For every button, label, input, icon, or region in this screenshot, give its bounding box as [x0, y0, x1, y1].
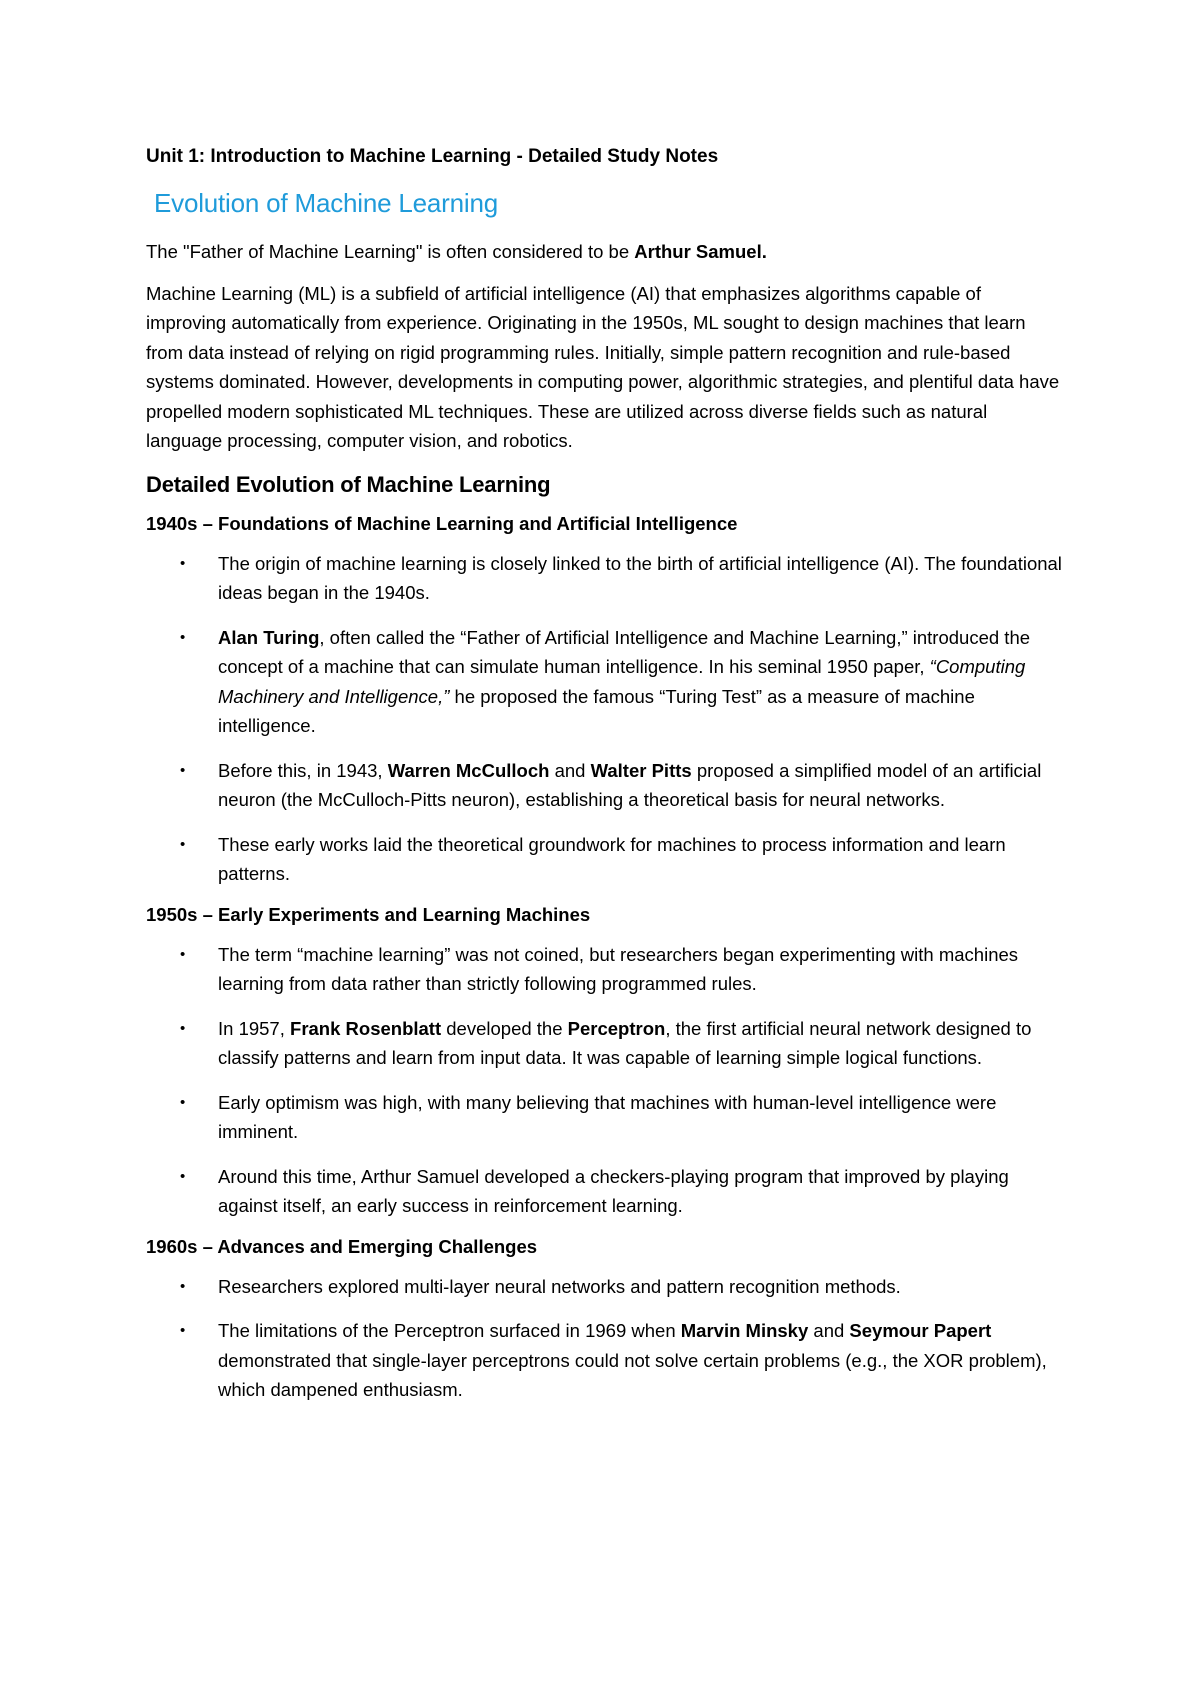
bullet-icon: •: [180, 945, 186, 963]
list-item: [180, 549, 1062, 608]
item-text: The origin of machine learning is closely linked to the birth of artificial intelligence (AI). The foundational ideas began in the 1940s.: [218, 552, 1062, 603]
item-text: and: [808, 1320, 850, 1341]
item-text: developed the: [441, 1017, 568, 1039]
item-text: Around this time, Arthur Samuel developed a checkers-playing program that improved by playing against itself, an early success in reinforcement learning.: [218, 1165, 1009, 1216]
item-text: proposed a simplified model of an artificial neuron (the McCulloch-Pitts neuron), establishing a theoretical basis for neural networks.: [218, 759, 1042, 810]
era-heading-1950s: 1950s – Early Experiments and Learning Machines: [146, 903, 591, 925]
item-text: The term “machine learning” was not coined, but researchers began experimenting with machines learning from data rather than strictly following programmed rules.: [218, 943, 1019, 994]
era-list-1960s: [146, 1272, 1062, 1405]
bullet-icon: •: [180, 554, 186, 572]
era-list-1950s: [146, 940, 1062, 1221]
list-item: [180, 1316, 1062, 1405]
list-item: [180, 756, 1062, 815]
list-item: [180, 940, 1062, 999]
item-text: Researchers explored multi-layer neural networks and pattern recognition methods.: [218, 1275, 901, 1297]
item-text: , the first artificial neural network designed to classify patterns and learn from input data. It was capable of learning simple logical functions.: [218, 1017, 1032, 1068]
item-text: These early works laid the theoretical groundwork for machines to process information and learn patterns.: [218, 833, 1006, 884]
item-bold-text: Warren McCulloch: [387, 759, 550, 781]
list-item: [180, 1088, 1062, 1147]
item-text: he proposed the famous “Turing Test” as a measure of machine intelligence.: [218, 685, 975, 736]
detailed-evolution-heading: Detailed Evolution of Machine Learning: [146, 471, 551, 497]
item-bold-text: Walter Pitts: [590, 759, 692, 781]
bullet-icon: •: [180, 628, 186, 646]
item-text: demonstrated that single-layer perceptrons could not solve certain problems (e.g., the XOR problem), which dampened enthusiasm.: [218, 1349, 1047, 1400]
bullet-icon: •: [180, 1167, 186, 1185]
bullet-icon: •: [180, 761, 186, 779]
era-heading-1940s: 1940s – Foundations of Machine Learning and Artificial Intelligence: [146, 512, 738, 534]
bullet-icon: •: [180, 1093, 186, 1111]
section-title: Evolution of Machine Learning: [154, 188, 498, 218]
item-bold-text: Marvin Minsky: [680, 1320, 809, 1341]
bullet-icon: •: [180, 1322, 186, 1339]
list-item: [180, 623, 1062, 741]
item-text: Before this, in 1943,: [218, 759, 388, 781]
item-text: and: [549, 759, 591, 781]
father-of-ml-name: Arthur Samuel.: [634, 241, 767, 262]
item-bold-text: Seymour Papert: [849, 1320, 992, 1341]
bullet-icon: •: [180, 835, 186, 853]
list-item: [180, 1272, 1062, 1302]
document-content: [146, 146, 1062, 1420]
item-italic-text: “Computing Machinery and Intelligence,”: [218, 656, 1026, 707]
father-of-ml-line: [146, 237, 1062, 267]
item-text: Early optimism was high, with many believing that machines with human-level intelligence were imminent.: [218, 1091, 997, 1142]
father-of-ml-text: The "Father of Machine Learning" is often considered to be: [146, 241, 635, 262]
bullet-icon: •: [180, 1277, 186, 1295]
item-text: The limitations of the Perceptron surfaced in 1969 when: [218, 1320, 681, 1341]
era-list-1940s: [146, 549, 1062, 889]
bullet-icon: •: [180, 1019, 186, 1037]
item-bold-text: Alan Turing: [218, 626, 320, 648]
item-text: , often called the “Father of Artificial Intelligence and Machine Learning,” introduced the concept of a machine that can simulate human intelligence. In his seminal 1950 paper,: [218, 626, 1031, 677]
list-item: [180, 1014, 1062, 1073]
item-bold-text: Frank Rosenblatt: [290, 1017, 442, 1039]
list-item: [180, 1162, 1062, 1221]
document-header: Unit 1: Introduction to Machine Learning - Detailed Study Notes: [146, 146, 719, 167]
item-bold-text: Perceptron: [567, 1017, 666, 1039]
era-heading-1960s: 1960s – Advances and Emerging Challenges: [146, 1235, 538, 1257]
list-item: [180, 830, 1062, 889]
intro-paragraph: Machine Learning (ML) is a subfield of artificial intelligence (AI) that emphasizes algorithms capable of improving automatically from experience. Originating in the 1950s, ML sought to design machines that learn from data instead of relying on rigid programming rules. Initially, simple pattern recognition and rule-based systems dominated. However, developments in computing power, algorithmic strategies, and plentiful data have propelled modern sophisticated ML techniques. These are utilized across diverse fields such as natural language processing, computer vision, and robotics.: [146, 282, 1060, 451]
item-text: In 1957,: [218, 1017, 291, 1039]
